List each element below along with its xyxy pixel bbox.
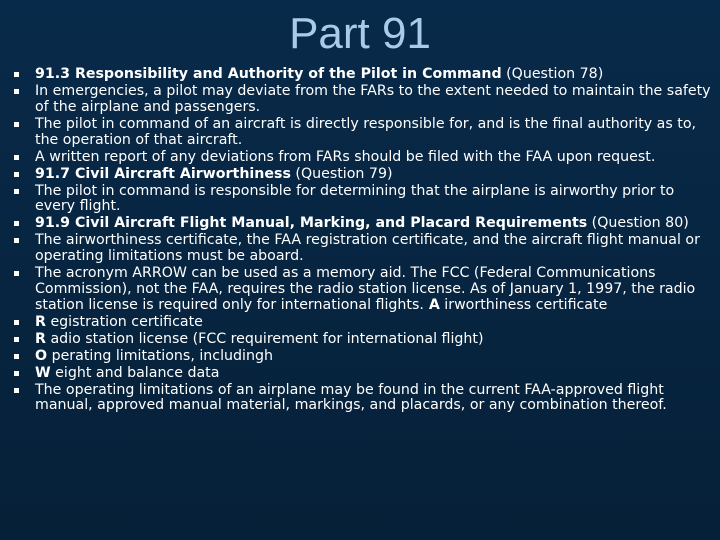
square-bullet-icon [12,155,21,160]
square-bullet-icon [12,221,21,226]
list-item: The airworthiness certificate, the FAA registration certificate, and the aircraft flight manual or operating limitations must be aboard. [12,233,714,265]
list-item: 91.9 Civil Aircraft Flight Manual, Marking, and Placard Requirements (Question 80) [12,216,714,232]
list-item: W eight and balance data [12,366,714,382]
list-item: The operating limitations of an airplane may be found in the current FAA-approved flight manual, approved manual material, markings, and placards, or any combination thereof. [12,383,714,415]
square-bullet-icon [12,89,21,94]
square-bullet-icon [12,172,21,177]
list-item: 91.3 Responsibility and Authority of the Pilot in Command (Question 78) [12,67,714,83]
square-bullet-icon [12,238,21,243]
square-bullet-icon [12,271,21,276]
list-item: O perating limitations, includingh [12,349,714,365]
list-item: A written report of any deviations from FARs should be filed with the FAA upon request. [12,150,714,166]
list-item: The pilot in command of an aircraft is directly responsible for, and is the final authority as to, the operation of that aircraft. [12,117,714,149]
list-item: R adio station license (FCC requirement for international flight) [12,332,714,348]
square-bullet-icon [12,189,21,194]
bullet-list [12,67,714,415]
list-item: In emergencies, a pilot may deviate from the FARs to the extent needed to maintain the safety of the airplane and passengers. [12,84,714,116]
list-item: The pilot in command is responsible for determining that the airplane is airworthy prior to every flight. [12,184,714,216]
list-item: R egistration certificate [12,315,714,331]
slide-title: Part 91 [289,9,431,58]
square-bullet-icon [12,371,21,376]
square-bullet-icon [12,72,21,77]
square-bullet-icon [12,337,21,342]
list-item: 91.7 Civil Aircraft Airworthiness (Question 79) [12,167,714,183]
square-bullet-icon [12,388,21,393]
square-bullet-icon [12,320,21,325]
list-item: The acronym ARROW can be used as a memory aid. The FCC (Federal Communications Commission), not the FAA, requires the radio station license. As of January 1, 1997, the radio station license is required only for international flights. A irworthiness certificate [12,266,714,313]
square-bullet-icon [12,122,21,127]
square-bullet-icon [12,354,21,359]
